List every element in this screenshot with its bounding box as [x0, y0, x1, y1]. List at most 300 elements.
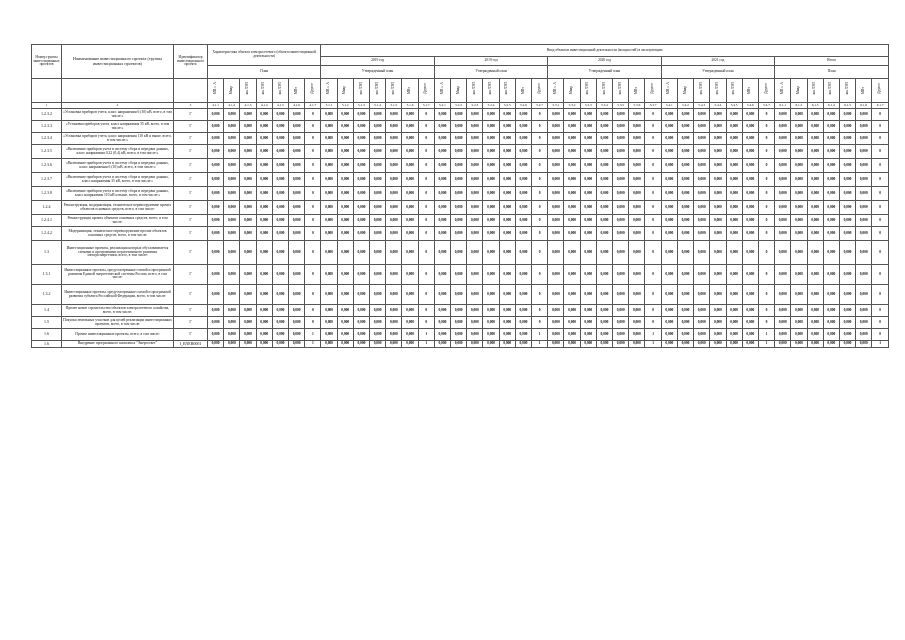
unit-header: [353, 79, 369, 103]
value-cell: 0,000: [272, 305, 288, 317]
value-cell: 0,000: [272, 265, 288, 285]
row-identifier: Г: [174, 265, 208, 285]
value-cell: 0,000: [677, 215, 693, 227]
value-cell: 0,000: [856, 215, 872, 227]
row-identifier: Г: [174, 285, 208, 305]
other-cell: 0: [305, 173, 321, 187]
value-cell: 0,000: [402, 159, 418, 173]
value-cell: 0,000: [467, 201, 483, 215]
value-cell: 0,000: [580, 187, 596, 201]
value-cell: 0,000: [596, 215, 612, 227]
other-cell: 0: [418, 187, 434, 201]
unit-header-label: Мвар: [796, 85, 801, 95]
value-cell: 0,000: [321, 173, 337, 187]
value-cell: 0,000: [823, 241, 839, 265]
value-cell: 0,000: [515, 227, 531, 241]
value-cell: 0,000: [321, 329, 337, 341]
value-cell: 0,000: [208, 133, 224, 145]
row-name: «Включение приборов учета в систему сбора и передачи данных, класс напряжения 110 кВ и выше, всего, в том числе:»: [62, 187, 174, 201]
unit-header: [694, 79, 710, 103]
value-cell: 0,000: [564, 265, 580, 285]
value-cell: 0,000: [499, 159, 515, 173]
row-name: Прочее новое строительство объектов электросетевого хозяйства, всего, в том числе:: [62, 305, 174, 317]
value-cell: 0,000: [742, 317, 758, 329]
value-cell: 0,000: [580, 121, 596, 133]
value-cell: 0,000: [596, 341, 612, 348]
value-cell: 0,000: [224, 121, 240, 133]
other-cell: 0: [532, 265, 548, 285]
other-cell: 0: [418, 109, 434, 121]
value-cell: 0,000: [580, 145, 596, 159]
column-number: 4.1.1: [208, 103, 224, 109]
value-cell: 0,000: [694, 159, 710, 173]
value-cell: 0,000: [208, 305, 224, 317]
unit-header-label: Другое: [877, 83, 882, 95]
value-cell: 0,000: [451, 341, 467, 348]
value-cell: 0,000: [402, 341, 418, 348]
value-cell: 0,000: [321, 317, 337, 329]
value-cell: 0,000: [694, 285, 710, 305]
value-cell: 0,000: [775, 173, 791, 187]
value-cell: 0,000: [467, 173, 483, 187]
table-row: [32, 265, 889, 285]
value-cell: 0,000: [515, 109, 531, 121]
value-cell: 0,000: [272, 173, 288, 187]
value-cell: 0,000: [515, 241, 531, 265]
value-cell: 0,000: [337, 173, 353, 187]
value-cell: 0,000: [370, 145, 386, 159]
value-cell: 0,000: [807, 121, 823, 133]
value-cell: 0,000: [742, 305, 758, 317]
value-cell: 0,000: [289, 187, 305, 201]
value-cell: 0,000: [208, 341, 224, 348]
total-header: Итого: [775, 57, 889, 66]
value-cell: 0,000: [434, 173, 450, 187]
other-cell: 0: [645, 305, 661, 317]
value-cell: 0,000: [386, 145, 402, 159]
value-cell: 0,000: [613, 109, 629, 121]
value-cell: 0,000: [370, 329, 386, 341]
value-cell: 0,000: [564, 241, 580, 265]
row-name: Инвестиционные проекты, предусмотренные схемой и программой развития Единой энергетической системы России, всего, в том числе:: [62, 265, 174, 285]
value-cell: 0,000: [775, 145, 791, 159]
value-cell: 0,000: [629, 187, 645, 201]
other-cell: 0: [758, 317, 774, 329]
value-cell: 0,000: [742, 341, 758, 348]
value-cell: 0,000: [791, 241, 807, 265]
unit-header: [402, 79, 418, 103]
row-name: Внедрение программного комплекса "Энергосвет": [62, 341, 174, 348]
other-cell: 0: [418, 145, 434, 159]
value-cell: 0,000: [775, 187, 791, 201]
value-cell: 0,000: [807, 341, 823, 348]
row-identifier: Г: [174, 241, 208, 265]
value-cell: 0,000: [289, 317, 305, 329]
value-cell: 0,000: [353, 305, 369, 317]
value-cell: 0,000: [370, 133, 386, 145]
value-cell: 0,000: [272, 121, 288, 133]
value-cell: 0,000: [402, 201, 418, 215]
unit-header-label: Мвар: [228, 85, 233, 95]
value-cell: 0,000: [775, 317, 791, 329]
other-cell: 0: [305, 305, 321, 317]
value-cell: 0,000: [256, 317, 272, 329]
value-cell: 0,000: [386, 121, 402, 133]
table-row: [32, 285, 889, 305]
value-cell: 0,000: [856, 265, 872, 285]
value-cell: 0,000: [629, 133, 645, 145]
approved-header-1: Утвержденный план: [321, 66, 434, 79]
value-cell: 0,000: [677, 227, 693, 241]
column-number: 5.1.4: [370, 103, 386, 109]
column-number: 5.3.2: [564, 103, 580, 109]
value-cell: 0,000: [661, 159, 677, 173]
value-cell: 0,000: [613, 317, 629, 329]
column-number: 5.2.6: [515, 103, 531, 109]
value-cell: 0,000: [694, 329, 710, 341]
table-row: [32, 109, 889, 121]
unit-header-label: МВт: [520, 86, 525, 95]
value-cell: 0,000: [564, 201, 580, 215]
value-cell: 0,000: [256, 109, 272, 121]
value-cell: 0,000: [386, 173, 402, 187]
row-identifier: Г: [174, 201, 208, 215]
unit-header: [483, 79, 499, 103]
value-cell: 0,000: [613, 201, 629, 215]
value-cell: 0,000: [564, 227, 580, 241]
unit-header: [807, 79, 823, 103]
plan-header-total: План: [775, 66, 889, 79]
value-cell: 0,000: [402, 305, 418, 317]
row-number: 1.2.3.4: [32, 133, 62, 145]
value-cell: 0,000: [791, 109, 807, 121]
other-cell: 0: [532, 159, 548, 173]
value-cell: 0,000: [289, 109, 305, 121]
value-cell: 0,000: [353, 329, 369, 341]
unit-header-label: км ЛЭП: [358, 81, 363, 95]
value-cell: 0,000: [677, 159, 693, 173]
other-cell: 0: [305, 215, 321, 227]
value-cell: 0,000: [694, 241, 710, 265]
row-name: Инвестиционные проекты, предусмотренные схемой и программой развития субъекта Российской Федерации, всего, в том числе:: [62, 285, 174, 305]
unit-header: [726, 79, 742, 103]
value-cell: 0,000: [240, 227, 256, 241]
value-cell: 0,000: [272, 187, 288, 201]
value-cell: 0,000: [564, 145, 580, 159]
value-cell: 0,000: [823, 159, 839, 173]
unit-header: [272, 79, 288, 103]
value-cell: 0,000: [839, 227, 855, 241]
value-cell: 0,000: [791, 133, 807, 145]
row-name: Инвестиционные проекты, реализация которых обуславливается схемами и программами перспективного развития электроэнергетики, всего, в том числе:: [62, 241, 174, 265]
investment-table: [31, 44, 889, 348]
unit-header-label: МВ×А: [779, 82, 784, 95]
value-cell: 0,000: [224, 227, 240, 241]
column-number: 5.1.3: [353, 103, 369, 109]
other-cell: 0: [872, 305, 889, 317]
value-cell: 0,000: [208, 201, 224, 215]
year-2021-header: 2021 год: [661, 57, 774, 66]
value-cell: 0,000: [321, 305, 337, 317]
value-cell: 0,000: [661, 133, 677, 145]
value-cell: 0,000: [548, 133, 564, 145]
other-cell: 0: [872, 145, 889, 159]
value-cell: 0,000: [710, 285, 726, 305]
unit-header: [548, 79, 564, 103]
value-cell: 0,000: [791, 317, 807, 329]
value-cell: 0,000: [564, 305, 580, 317]
value-cell: 0,000: [499, 173, 515, 187]
value-cell: 0,000: [337, 265, 353, 285]
value-cell: 0,000: [272, 227, 288, 241]
value-cell: 0,000: [742, 215, 758, 227]
value-cell: 0,000: [240, 173, 256, 187]
value-cell: 0,000: [710, 121, 726, 133]
value-cell: 0,000: [710, 317, 726, 329]
value-cell: 0,000: [499, 329, 515, 341]
value-cell: 0,000: [564, 121, 580, 133]
column-number: 6.1.5: [839, 103, 855, 109]
value-cell: 0,000: [499, 241, 515, 265]
value-cell: 0,000: [856, 341, 872, 348]
unit-header-label: МВ×А: [666, 82, 671, 95]
value-cell: 0,000: [548, 317, 564, 329]
row-number: 1.5: [32, 317, 62, 329]
value-cell: 0,000: [483, 241, 499, 265]
value-cell: 0,000: [839, 187, 855, 201]
row-number: 1.6: [32, 329, 62, 341]
other-cell: 0: [872, 285, 889, 305]
value-cell: 0,000: [677, 109, 693, 121]
value-cell: 0,000: [661, 329, 677, 341]
value-cell: 0,000: [467, 133, 483, 145]
value-cell: 0,000: [240, 215, 256, 227]
table-row: [32, 227, 889, 241]
value-cell: 0,000: [240, 241, 256, 265]
value-cell: 0,000: [451, 227, 467, 241]
unit-header-label: км ЛЭП: [844, 81, 849, 95]
value-cell: 0,000: [580, 329, 596, 341]
value-cell: 0,000: [515, 317, 531, 329]
value-cell: 0,000: [694, 215, 710, 227]
value-cell: 0,000: [677, 341, 693, 348]
value-cell: 0,000: [515, 341, 531, 348]
row-name: «Включение приборов учета в систему сбора и передачи данных, класс напряжения 35 кВ, всего, в том числе:»: [62, 173, 174, 187]
value-cell: 0,000: [613, 305, 629, 317]
value-cell: 0,000: [499, 201, 515, 215]
value-cell: 0,000: [694, 317, 710, 329]
value-cell: 0,000: [467, 159, 483, 173]
value-cell: 0,000: [272, 109, 288, 121]
value-cell: 0,000: [402, 173, 418, 187]
value-cell: 0,000: [548, 173, 564, 187]
column-number: 5.4.4: [710, 103, 726, 109]
unit-header: [451, 79, 467, 103]
value-cell: 0,000: [499, 341, 515, 348]
value-cell: 0,000: [386, 241, 402, 265]
value-cell: 0,000: [467, 305, 483, 317]
value-cell: 0,000: [823, 341, 839, 348]
row-number: 1.2.3.5: [32, 145, 62, 159]
value-cell: 0,000: [839, 305, 855, 317]
value-cell: 0,000: [337, 215, 353, 227]
value-cell: 0,000: [807, 159, 823, 173]
value-cell: 0,000: [240, 109, 256, 121]
unit-header-label: МВ×А: [326, 82, 331, 95]
other-cell: 0: [305, 159, 321, 173]
value-cell: 0,000: [661, 241, 677, 265]
value-cell: 0,000: [548, 305, 564, 317]
value-cell: 0,000: [742, 201, 758, 215]
unit-header: [839, 79, 855, 103]
other-cell: 0: [872, 215, 889, 227]
value-cell: 0,000: [467, 109, 483, 121]
value-cell: 0,000: [775, 329, 791, 341]
unit-header-label: км ЛЭП: [390, 81, 395, 95]
other-cell: 0: [645, 121, 661, 133]
value-cell: 0,000: [548, 187, 564, 201]
unit-header: [370, 79, 386, 103]
row-identifier: Г: [174, 187, 208, 201]
value-cell: 0,000: [402, 241, 418, 265]
value-cell: 0,000: [240, 317, 256, 329]
unit-header-label: км ЛЭП: [277, 81, 282, 95]
value-cell: 0,000: [483, 121, 499, 133]
value-cell: 0,000: [548, 341, 564, 348]
row-name: Прочие инвестиционные проекты, всего, в том числе:: [62, 329, 174, 341]
value-cell: 0,000: [839, 173, 855, 187]
value-cell: 0,000: [726, 121, 742, 133]
value-cell: 0,000: [208, 145, 224, 159]
value-cell: 0,000: [629, 305, 645, 317]
value-cell: 0,000: [370, 121, 386, 133]
value-cell: 0,000: [613, 215, 629, 227]
unit-header: [645, 79, 661, 103]
value-cell: 0,000: [370, 241, 386, 265]
value-cell: 0,000: [823, 187, 839, 201]
value-cell: 0,000: [856, 227, 872, 241]
value-cell: 0,000: [467, 187, 483, 201]
other-cell: 0: [532, 121, 548, 133]
column-number: 5.3.3: [580, 103, 596, 109]
column-number: 5.2.5: [499, 103, 515, 109]
value-cell: 0,000: [370, 317, 386, 329]
value-cell: 0,000: [823, 305, 839, 317]
value-cell: 0,000: [337, 201, 353, 215]
value-cell: 0,000: [467, 227, 483, 241]
value-cell: 0,000: [580, 305, 596, 317]
value-cell: 0,000: [710, 329, 726, 341]
value-cell: 0,000: [337, 133, 353, 145]
unit-header-label: км ЛЭП: [374, 81, 379, 95]
value-cell: 0,000: [289, 215, 305, 227]
row-number: 1.3.2: [32, 285, 62, 305]
other-cell: 0: [418, 241, 434, 265]
value-cell: 0,000: [402, 187, 418, 201]
value-cell: 0,000: [370, 227, 386, 241]
value-cell: 0,000: [370, 201, 386, 215]
unit-header: [532, 79, 548, 103]
value-cell: 0,000: [856, 173, 872, 187]
value-cell: 0,000: [434, 159, 450, 173]
value-cell: 0,000: [451, 109, 467, 121]
value-cell: 0,000: [402, 109, 418, 121]
value-cell: 0,000: [434, 329, 450, 341]
column-number: 6.1.2: [791, 103, 807, 109]
value-cell: 0,000: [694, 201, 710, 215]
unit-header-label: км ЛЭП: [828, 81, 833, 95]
other-cell: 0: [305, 187, 321, 201]
column-number: 5.2.3: [467, 103, 483, 109]
row-name: «Установка приборов учета, класс напряжения 6 (10) кВ, всего, в том числе:»: [62, 109, 174, 121]
other-cell: 0: [532, 241, 548, 265]
unit-header: [596, 79, 612, 103]
value-cell: 0,000: [791, 145, 807, 159]
row-number: 1.2.3.7: [32, 173, 62, 187]
value-cell: 0,000: [856, 159, 872, 173]
value-cell: 0,000: [224, 201, 240, 215]
unit-header-label: км ЛЭП: [245, 81, 250, 95]
value-cell: 0,000: [224, 305, 240, 317]
unit-header-label: МВ×А: [552, 82, 557, 95]
row-name: Реконструкция прочих объектов основных средств, всего, в том числе:: [62, 215, 174, 227]
table-row: [32, 173, 889, 187]
value-cell: 0,000: [726, 173, 742, 187]
column-number: 1: [32, 103, 62, 109]
value-cell: 0,000: [694, 187, 710, 201]
other-cell: 0: [645, 187, 661, 201]
value-cell: 0,000: [629, 317, 645, 329]
value-cell: 0,000: [467, 317, 483, 329]
row-identifier: Г: [174, 215, 208, 227]
value-cell: 0,000: [402, 285, 418, 305]
other-cell: 1: [305, 341, 321, 348]
value-cell: 0,000: [240, 201, 256, 215]
value-cell: 0,000: [256, 265, 272, 285]
value-cell: 0,000: [807, 145, 823, 159]
value-cell: 0,000: [807, 227, 823, 241]
value-cell: 0,000: [580, 285, 596, 305]
other-cell: 0: [418, 227, 434, 241]
other-cell: 1: [758, 329, 774, 341]
row-identifier: Г: [174, 109, 208, 121]
value-cell: 0,000: [839, 285, 855, 305]
value-cell: 0,000: [791, 227, 807, 241]
value-cell: 0,000: [467, 329, 483, 341]
value-cell: 0,000: [337, 145, 353, 159]
column-number: 5.2.4: [483, 103, 499, 109]
value-cell: 0,000: [629, 341, 645, 348]
value-cell: 0,000: [661, 109, 677, 121]
plan-header-char: План: [208, 66, 321, 79]
value-cell: 0,000: [256, 133, 272, 145]
value-cell: 0,000: [726, 241, 742, 265]
value-cell: 0,000: [839, 317, 855, 329]
value-cell: 0,000: [483, 265, 499, 285]
value-cell: 0,000: [386, 305, 402, 317]
value-cell: 0,000: [613, 329, 629, 341]
value-cell: 0,000: [289, 265, 305, 285]
value-cell: 0,000: [596, 187, 612, 201]
value-cell: 0,000: [580, 109, 596, 121]
row-number: 1.3: [32, 241, 62, 265]
value-cell: 0,000: [710, 159, 726, 173]
other-cell: 0: [645, 215, 661, 227]
unit-header: [758, 79, 774, 103]
value-cell: 0,000: [613, 341, 629, 348]
value-cell: 0,000: [386, 215, 402, 227]
value-cell: 0,000: [337, 329, 353, 341]
